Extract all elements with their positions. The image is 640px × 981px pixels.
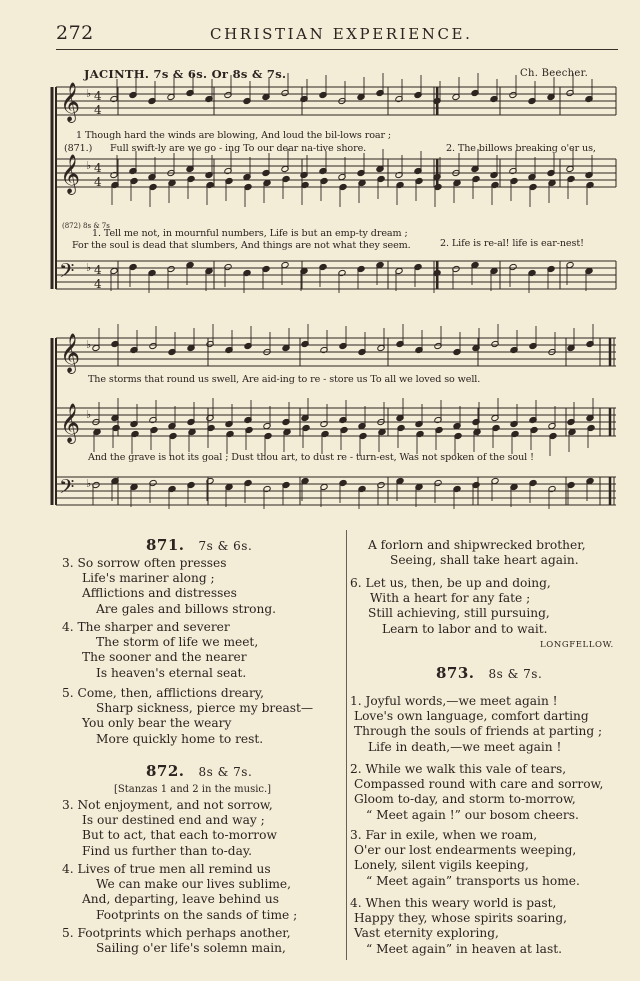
treble-clef: 𝄞: [60, 82, 81, 122]
lyric-line-3b: 2. Life is re-al! life is ear-nest!: [440, 238, 584, 249]
treble-clef: 𝄞: [60, 333, 81, 373]
verse-line: “ Meet again” in heaven at last.: [366, 941, 562, 956]
verse-line: Afflictions and distresses: [82, 586, 237, 601]
verse-line: And, departing, leave behind us: [82, 892, 280, 907]
lyric-line-6: And the grave is not its goal ; Dust thou art, to dust re - turn-est, Was not spoken of the soul !: [88, 452, 534, 463]
bass-clef: 𝄢: [59, 475, 75, 503]
verse-line: O'er our lost endearments weeping,: [354, 843, 577, 858]
verse-line: Are gales and billows strong.: [96, 601, 277, 616]
hymn-871-number: 871.: [146, 536, 185, 554]
hymn-873-heading: [436, 664, 542, 682]
flat-sign: ♭: [86, 477, 92, 490]
page-number: 272: [56, 22, 94, 44]
hymn-873-meter: 8s & 7s.: [488, 667, 543, 681]
verse-line: More quickly home to rest.: [96, 731, 264, 746]
verse-line: 3. So sorrow often presses: [62, 556, 227, 570]
tune-composer: Ch. Beecher.: [520, 68, 589, 79]
time-signature-top: 4: [94, 263, 102, 277]
time-signature-top: 4: [94, 89, 102, 103]
verse-line: Is our destined end and way ;: [82, 813, 265, 828]
flat-sign: ♭: [86, 261, 92, 274]
lyric-line-3: 1. Tell me not, in mournful numbers, Life is but an emp-ty dream ;: [92, 228, 408, 239]
verse-line: Still achieving, still pursuing,: [368, 606, 550, 621]
verse-line: 1. Joyful words,—we meet again !: [350, 694, 558, 708]
hymn-872-note: [Stanzas 1 and 2 in the music.]: [114, 784, 272, 795]
verse-line: Lonely, silent vigils keeping,: [354, 858, 529, 873]
verse-line: With a heart for any fate ;: [370, 591, 531, 606]
verse-line: Compassed round with care and sorrow,: [354, 777, 604, 792]
verse-line: Through the souls of friends at parting ;: [354, 724, 603, 739]
verse-line: We can make our lives sublime,: [96, 877, 291, 892]
flat-sign: ♭: [86, 87, 92, 100]
verse-line: Vast eternity exploring,: [354, 926, 499, 941]
lyric-line-1: 1 Though hard the winds are blowing, And loud the bil-lows roar ;: [76, 130, 392, 141]
verse-line: The sooner and the nearer: [82, 650, 247, 665]
hymn-872-meter: 8s & 7s.: [198, 765, 253, 779]
hymn-871-heading: [146, 536, 252, 554]
flat-sign: ♭: [86, 408, 92, 421]
verse-line: Life in death,—we meet again !: [368, 739, 562, 754]
verse-line: Life's mariner along ;: [82, 571, 215, 586]
hymn-872-heading: [146, 762, 252, 780]
running-title: CHRISTIAN EXPERIENCE.: [210, 25, 473, 43]
verse-line: 2. While we walk this vale of tears,: [350, 762, 567, 776]
lyric-line-1b: 2. The billows breaking o'er us,: [446, 143, 596, 154]
verse-line: 3. Not enjoyment, and not sorrow,: [62, 798, 273, 812]
verse-line: Happy they, whose spirits soaring,: [354, 911, 567, 926]
time-signature-bottom: 4: [94, 103, 102, 117]
verse-line: Is heaven's eternal seat.: [96, 665, 247, 680]
verse-line: “ Meet again” transports us home.: [366, 873, 580, 888]
verse-line: Footprints on the sands of time ;: [96, 907, 298, 922]
hymn-872-author: LONGFELLOW.: [540, 640, 614, 650]
verse-line: But to act, that each to-morrow: [82, 828, 277, 843]
time-signature-bottom: 4: [94, 277, 102, 291]
tune-name: JACINTH. 7s & 6s. Or 8s & 7s.: [84, 67, 287, 81]
hymn-871-meter: 7s & 6s.: [198, 539, 253, 553]
flat-sign: ♭: [86, 159, 92, 172]
verse-line: 4. When this weary world is past,: [350, 896, 557, 910]
treble-clef: 𝄞: [60, 154, 81, 194]
lyric-ref-872: (872) 8s & 7s: [62, 222, 110, 230]
verse-line: 5. Come, then, afflictions dreary,: [62, 686, 264, 700]
lyric-line-5: The storms that round us swell, Are aid-ing to re - store us To all we loved so well.: [88, 374, 481, 385]
column-divider: [346, 530, 347, 960]
verse-line: A forlorn and shipwrecked brother,: [368, 538, 586, 552]
verse-line: Learn to labor and to wait.: [382, 621, 548, 636]
flat-sign: ♭: [86, 338, 92, 351]
verse-line: Sharp sickness, pierce my breast—: [96, 701, 314, 716]
treble-clef: 𝄞: [60, 403, 81, 443]
verse-line: 4. Lives of true men all remind us: [62, 862, 271, 876]
hymn-872-number: 872.: [146, 762, 185, 780]
verse-line: 6. Let us, then, be up and doing,: [350, 576, 551, 590]
lyric-line-4: For the soul is dead that slumbers, And things are not what they seem.: [72, 240, 411, 251]
verse-line: 3. Far in exile, when we roam,: [350, 828, 538, 842]
verse-line: Find us further than to-day.: [82, 843, 252, 858]
verse-line: The storm of life we meet,: [96, 635, 259, 650]
time-signature-top: 4: [94, 161, 102, 175]
verse-line: Sailing o'er life's solemn main,: [96, 941, 286, 956]
bass-clef: 𝄢: [59, 259, 75, 287]
verse-line: 4. The sharper and severer: [62, 620, 230, 634]
verse-line: “ Meet again !” our bosom cheers.: [366, 807, 579, 822]
verse-line: Gloom to-day, and storm to-morrow,: [354, 792, 576, 807]
verse-line: Love's own language, comfort darting: [354, 709, 589, 724]
verse-line: Seeing, shall take heart again.: [390, 553, 579, 568]
hymn-873-number: 873.: [436, 664, 475, 682]
lyric-ref-871: (871.): [64, 143, 93, 154]
lyric-line-2: Full swift-ly are we go - ing To our dear na-tive shore.: [110, 143, 367, 154]
time-signature-bottom: 4: [94, 175, 102, 189]
verse-line: 5. Footprints which perhaps another,: [62, 926, 291, 940]
verse-line: You only bear the weary: [82, 716, 232, 731]
